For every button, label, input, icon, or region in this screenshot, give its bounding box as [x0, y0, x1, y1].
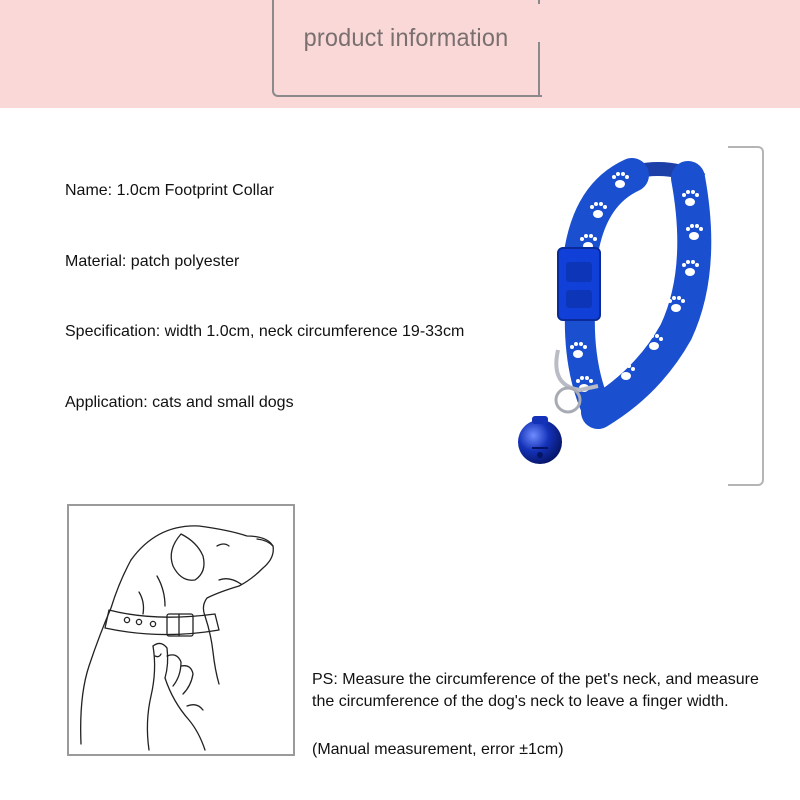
- collar-product-image: [480, 150, 750, 490]
- spec-material: Material: patch polyester: [65, 253, 240, 270]
- spec-specification: Specification: width 1.0cm, neck circumference 19-33cm: [65, 323, 465, 340]
- title-frame-right-edge: [538, 42, 540, 95]
- dog-neck-drawing: [69, 506, 293, 754]
- title-frame-top-edge: [538, 0, 540, 4]
- spec-name: Name: 1.0cm Footprint Collar: [65, 182, 274, 199]
- measurement-instructions: PS: Measure the circumference of the pet's neck, and measure the circumference of the dog's neck to leave a finger width.: [312, 671, 759, 710]
- measurement-note: (Manual measurement, error ±1cm): [312, 741, 564, 758]
- spec-application: Application: cats and small dogs: [65, 394, 294, 411]
- measurement-illustration: [67, 504, 295, 756]
- page-title: product information: [303, 24, 509, 52]
